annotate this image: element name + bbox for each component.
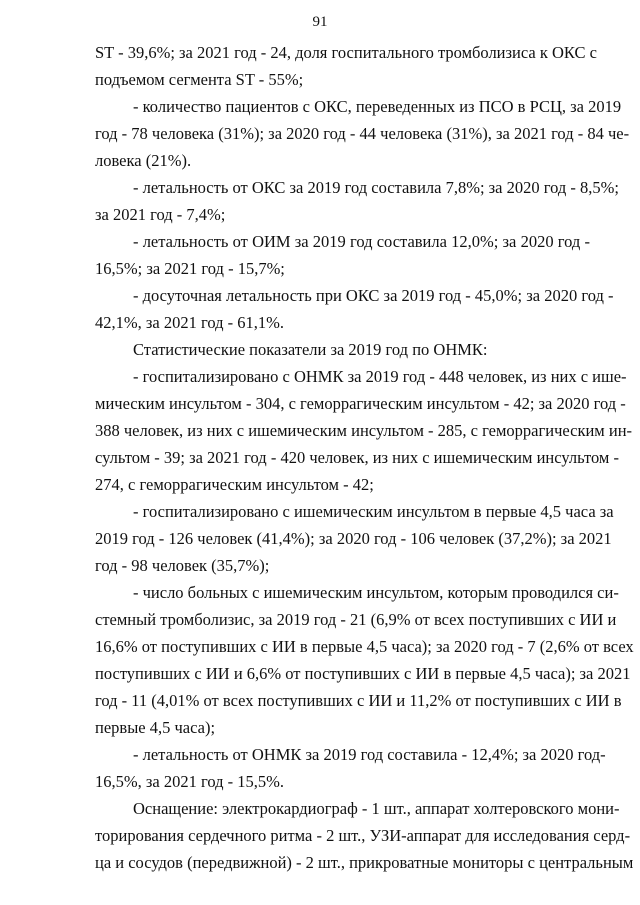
text-line: - летальность от ОКС за 2019 год составила 7,8%; за 2020 год - 8,5%; xyxy=(133,178,619,197)
text-line: 16,5%; за 2021 год - 15,7%; xyxy=(95,259,285,278)
text-line: сультом - 39; за 2021 год - 420 человек, из них с ишемическим инсультом - xyxy=(95,448,619,467)
text-line: торирования сердечного ритма - 2 шт., УЗИ-аппарат для исследования серд- xyxy=(95,826,631,845)
text-line: ца и сосудов (передвижной) - 2 шт., прикроватные мониторы с центральным xyxy=(95,853,634,872)
text-line: 2019 год - 126 человек (41,4%); за 2020 год - 106 человек (37,2%); за 2021 xyxy=(95,529,612,548)
text-line: 16,6% от поступивших с ИИ в первые 4,5 часа); за 2020 год - 7 (2,6% от всех xyxy=(95,637,634,656)
text-line: ловека (21%). xyxy=(95,151,192,170)
text-line: год - 78 человека (31%); за 2020 год - 44 человека (31%), за 2021 год - 84 че- xyxy=(95,124,630,143)
text-line: ST - 39,6%; за 2021 год - 24, доля госпитального тромболизиса к ОКС с xyxy=(95,43,597,62)
text-line: поступивших с ИИ и 6,6% от поступивших с ИИ в первые 4,5 часа); за 2021 xyxy=(95,664,631,683)
text-line: год - 98 человек (35,7%); xyxy=(95,556,270,575)
text-line: за 2021 год - 7,4%; xyxy=(95,205,226,224)
text-line: 16,5%, за 2021 год - 15,5%. xyxy=(95,772,284,791)
text-line: - количество пациентов с ОКС, переведенных из ПСО в РСЦ, за 2019 xyxy=(133,97,622,116)
text-line: - госпитализировано с ишемическим инсультом в первые 4,5 часа за xyxy=(133,502,614,521)
text-line: первые 4,5 часа); xyxy=(95,718,216,737)
text-line: - досуточная летальность при ОКС за 2019 год - 45,0%; за 2020 год - xyxy=(133,286,614,305)
text-line: - число больных с ишемическим инсультом, которым проводился си- xyxy=(133,583,619,602)
text-line: стемный тромболизис, за 2019 год - 21 (6,9% от всех поступивших с ИИ и xyxy=(95,610,617,629)
text-line: Оснащение: электрокардиограф - 1 шт., аппарат холтеровского мони- xyxy=(133,799,620,818)
text-line: - госпитализировано с ОНМК за 2019 год - 448 человек, из них с ише- xyxy=(133,367,627,386)
text-line: 274, с геморрагическим инсультом - 42; xyxy=(95,475,374,494)
text-line: подъемом сегмента ST - 55%; xyxy=(95,70,304,89)
text-line: год - 11 (4,01% от всех поступивших с ИИ и 11,2% от поступивших с ИИ в xyxy=(95,691,622,710)
text-line: - летальность от ОНМК за 2019 год составила - 12,4%; за 2020 год- xyxy=(133,745,606,764)
page-number: 91 xyxy=(312,14,328,30)
text-line: 42,1%, за 2021 год - 61,1%. xyxy=(95,313,284,332)
text-line: - летальность от ОИМ за 2019 год составила 12,0%; за 2020 год - xyxy=(133,232,590,251)
text-line: 388 человек, из них с ишемическим инсультом - 285, с геморрагическим ин- xyxy=(95,421,633,440)
text-line: мическим инсультом - 304, с геморрагическим инсультом - 42; за 2020 год - xyxy=(95,394,626,413)
text-line: Статистические показатели за 2019 год по ОНМК: xyxy=(133,340,488,359)
